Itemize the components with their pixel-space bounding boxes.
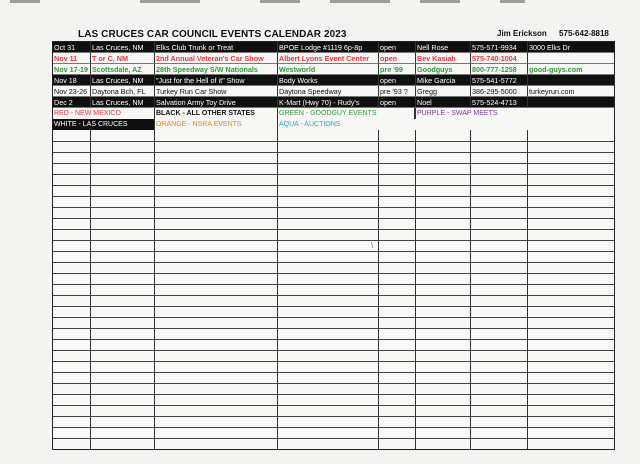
grid-column-line bbox=[470, 130, 471, 449]
grid-row-line bbox=[53, 251, 614, 252]
event-row bbox=[53, 64, 614, 75]
legend-row-1 bbox=[53, 108, 614, 119]
grid-row-line bbox=[53, 361, 614, 362]
event-phone-cell: 575-740-1004 bbox=[470, 53, 527, 64]
event-eligibility-cell: pre '99 bbox=[378, 64, 415, 75]
event-contact-cell: Noel bbox=[415, 97, 470, 108]
legend-red: RED - NEW MEXICO bbox=[54, 110, 121, 117]
legend-green: GREEN - GOODGUY EVENTS bbox=[277, 108, 414, 119]
event-eligibility-cell: pre '93 ? bbox=[378, 86, 415, 97]
scan-top-marks bbox=[0, 0, 640, 8]
grid-row-line bbox=[53, 174, 614, 175]
grid-column-line bbox=[90, 130, 91, 449]
grid-row-line bbox=[53, 306, 614, 307]
grid-row-line bbox=[53, 383, 614, 384]
event-event-cell: Elks Club Trunk or Treat bbox=[154, 42, 277, 53]
event-venue-cell: K-Mart (Hwy 70) - Rudy's bbox=[277, 97, 378, 108]
grid-row-line bbox=[53, 273, 614, 274]
event-eligibility-cell: open bbox=[378, 75, 415, 86]
contact-phone: 575-642-8818 bbox=[559, 29, 609, 38]
event-date-cell: Dec 2 bbox=[53, 97, 90, 108]
event-venue-cell: Albert Lyons Event Center bbox=[277, 53, 378, 64]
event-row bbox=[53, 86, 614, 97]
event-contact-cell: Nell Rose bbox=[415, 42, 470, 53]
event-venue-cell: Body Works bbox=[277, 75, 378, 86]
grid-column-line bbox=[277, 130, 278, 449]
event-date-cell: Nov 11 bbox=[53, 53, 90, 64]
event-contact-cell: Gregg bbox=[415, 86, 470, 97]
event-extra-cell: 3000 Elks Dr bbox=[527, 42, 614, 53]
event-event-cell: "Just for the Hell of it" Show bbox=[154, 75, 277, 86]
event-phone-cell: 575-541-5772 bbox=[470, 75, 527, 86]
event-location-cell: Scottsdale, AZ bbox=[90, 64, 154, 75]
event-contact-cell: Mike Garcia bbox=[415, 75, 470, 86]
grid-row-line bbox=[53, 207, 614, 208]
event-date-cell: Nov 18 bbox=[53, 75, 90, 86]
grid-row-line bbox=[53, 262, 614, 263]
event-extra-cell bbox=[527, 53, 614, 64]
grid-column-line bbox=[527, 130, 528, 449]
event-eligibility-cell: open bbox=[378, 42, 415, 53]
event-date-cell: Nov 23-26 bbox=[53, 86, 90, 97]
event-event-cell: 2nd Annual Veteran's Car Show bbox=[154, 53, 277, 64]
grid-row-line bbox=[53, 339, 614, 340]
event-date-cell: Nov 17-19 bbox=[53, 64, 90, 75]
grid-row-line bbox=[53, 196, 614, 197]
legend-white: WHITE - LAS CRUCES bbox=[53, 119, 154, 130]
event-phone-cell: 575-524-4713 bbox=[470, 97, 527, 108]
event-event-cell: Turkey Run Car Show bbox=[154, 86, 277, 97]
event-venue-cell: BPOE Lodge #1119 6p-8p bbox=[277, 42, 378, 53]
grid-column-line bbox=[154, 130, 155, 449]
scan-mark: \ bbox=[371, 241, 374, 250]
event-venue-cell: Daytona Speedway bbox=[277, 86, 378, 97]
event-date-cell: Oct 31 bbox=[53, 42, 90, 53]
grid-row-line bbox=[53, 152, 614, 153]
page-title: LAS CRUCES CAR COUNCIL EVENTS CALENDAR 2023 bbox=[78, 29, 347, 40]
grid-row-line bbox=[53, 284, 614, 285]
event-venue-cell: Westworld bbox=[277, 64, 378, 75]
event-eligibility-cell: open bbox=[378, 53, 415, 64]
event-extra-cell bbox=[527, 97, 614, 108]
grid-row-line bbox=[53, 372, 614, 373]
grid-row-line bbox=[53, 394, 614, 395]
grid-row-line bbox=[53, 141, 614, 142]
event-contact-cell: Goodguys bbox=[415, 64, 470, 75]
grid-row-line bbox=[53, 163, 614, 164]
contact-info bbox=[497, 29, 609, 38]
legend-aqua: AQUA - AUCTIONS bbox=[277, 119, 414, 130]
grid-row-line bbox=[53, 185, 614, 186]
grid-row-line bbox=[53, 229, 614, 230]
event-event-cell: 28th Speedway S/W Nationals bbox=[154, 64, 277, 75]
event-row bbox=[53, 97, 614, 108]
event-event-cell: Salvation Army Toy Drive bbox=[154, 97, 277, 108]
event-extra-cell: good-guys.com bbox=[527, 64, 614, 75]
event-phone-cell: 575-571-9934 bbox=[470, 42, 527, 53]
event-extra-cell bbox=[527, 75, 614, 86]
legend-black: BLACK - ALL OTHER STATES bbox=[154, 108, 277, 119]
event-eligibility-cell: open bbox=[378, 97, 415, 108]
event-extra-cell: turkeyrun.com bbox=[527, 86, 614, 97]
grid-row-line bbox=[53, 405, 614, 406]
event-contact-cell: Bev Kasiah bbox=[415, 53, 470, 64]
event-row bbox=[53, 75, 614, 86]
grid-row-line bbox=[53, 218, 614, 219]
grid-row-line bbox=[53, 416, 614, 417]
grid-row-line bbox=[53, 438, 614, 439]
grid-row-line bbox=[53, 240, 614, 241]
grid-row-line bbox=[53, 317, 614, 318]
grid-column-line bbox=[378, 130, 379, 449]
events-table bbox=[52, 41, 615, 450]
grid-row-line bbox=[53, 328, 614, 329]
grid-row-line bbox=[53, 295, 614, 296]
grid-row-line bbox=[53, 350, 614, 351]
event-phone-cell: 800-777-1258 bbox=[470, 64, 527, 75]
event-location-cell: Las Cruces, NM bbox=[90, 42, 154, 53]
event-row bbox=[53, 42, 614, 53]
legend-purple: PURPLE - SWAP MEETS bbox=[415, 108, 515, 119]
legend-row-2 bbox=[53, 119, 614, 130]
legend-orange: ORANGE - NSRA EVENTS bbox=[154, 119, 277, 130]
event-location-cell: Las Cruces, NM bbox=[90, 97, 154, 108]
event-phone-cell: 386-295-5000 bbox=[470, 86, 527, 97]
contact-name: Jim Erickson bbox=[497, 29, 547, 38]
event-location-cell: Las Cruces, NM bbox=[90, 75, 154, 86]
event-location-cell: Daytona Bch, FL bbox=[90, 86, 154, 97]
grid-row-line bbox=[53, 427, 614, 428]
event-row bbox=[53, 53, 614, 64]
grid-column-line bbox=[415, 130, 416, 449]
event-location-cell: T or C, NM bbox=[90, 53, 154, 64]
